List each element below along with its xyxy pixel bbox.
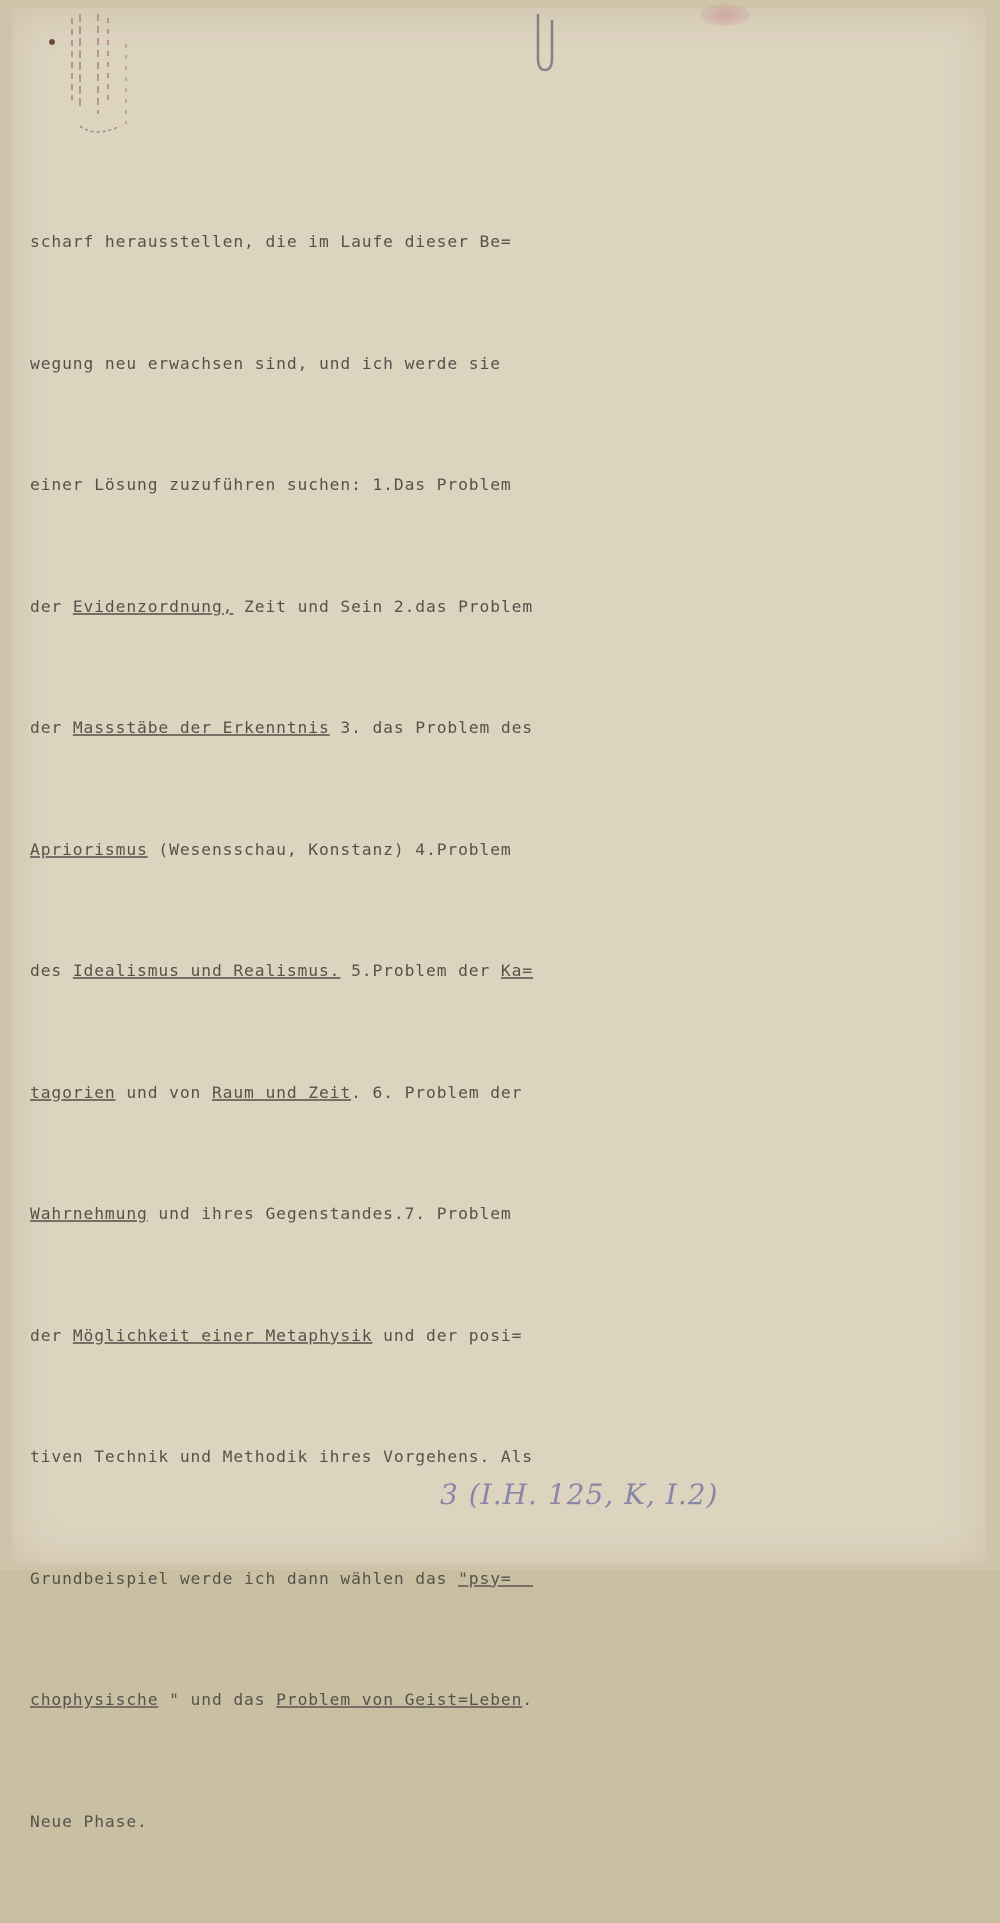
archive-reference-note: 3 (I.H. 125, K, I.2) <box>440 1478 719 1511</box>
text-line-9: Wahrnehmung und ihres Gegenstandes.7. Problem <box>30 1204 512 1223</box>
text-line-1: scharf herausstellen, die im Laufe dieser Be= <box>30 232 512 251</box>
underlined-term: Massstäbe der Erkenntnis <box>72 718 330 737</box>
underlined-term: Evidenzordnung, <box>72 596 234 616</box>
ink-stain <box>700 4 750 26</box>
underlined-term: "psy= <box>458 1568 534 1588</box>
underlined-term: Wahrnehmung <box>30 1204 148 1223</box>
underlined-term: Idealismus und Realismus. <box>72 961 341 980</box>
text-line-8: tagorien und von Raum und Zeit. 6. Problem der <box>30 1082 523 1102</box>
underlined-term: Problem von Geist=Leben <box>276 1690 523 1709</box>
text-line-6: Apriorismus (Wesensschau, Konstanz) 4.Problem <box>30 839 512 859</box>
paperclip-mark <box>530 10 560 76</box>
punch-hole-marks <box>40 14 150 134</box>
underlined-term: tagorien <box>30 1082 116 1102</box>
text-line-2: wegung neu erwachsen sind, und ich werde sie <box>30 353 501 373</box>
underlined-term: Raum und Zeit <box>211 1082 352 1102</box>
text-line-3: einer Lösung zuzuführen suchen: 1.Das Problem <box>30 475 512 494</box>
text-line-13: chophysische " und das Problem von Geist=Leben. <box>30 1690 534 1709</box>
text-line-11: tiven Technik und Methodik ihres Vorgehens. Als <box>30 1447 534 1466</box>
underlined-term: Apriorismus <box>30 839 148 859</box>
text-line-5: der Massstäbe der Erkenntnis 3. das Problem des <box>30 718 534 737</box>
text-line-7: des Idealismus und Realismus. 5.Problem der Ka= <box>30 961 534 980</box>
text-line-4: der Evidenzordnung, Zeit und Sein 2.das Problem <box>30 596 534 616</box>
underlined-term: Ka= <box>500 961 534 980</box>
text-line-14: Neue Phase. <box>30 1811 148 1831</box>
underlined-term: Möglichkeit einer Metaphysik <box>72 1325 373 1345</box>
text-line-12: Grundbeispiel werde ich dann wählen das "psy= <box>30 1568 534 1588</box>
underlined-term: chophysische <box>30 1690 159 1709</box>
typed-text-block <box>30 141 670 1923</box>
text-line-10: der Möglichkeit einer Metaphysik und der posi= <box>30 1325 523 1345</box>
